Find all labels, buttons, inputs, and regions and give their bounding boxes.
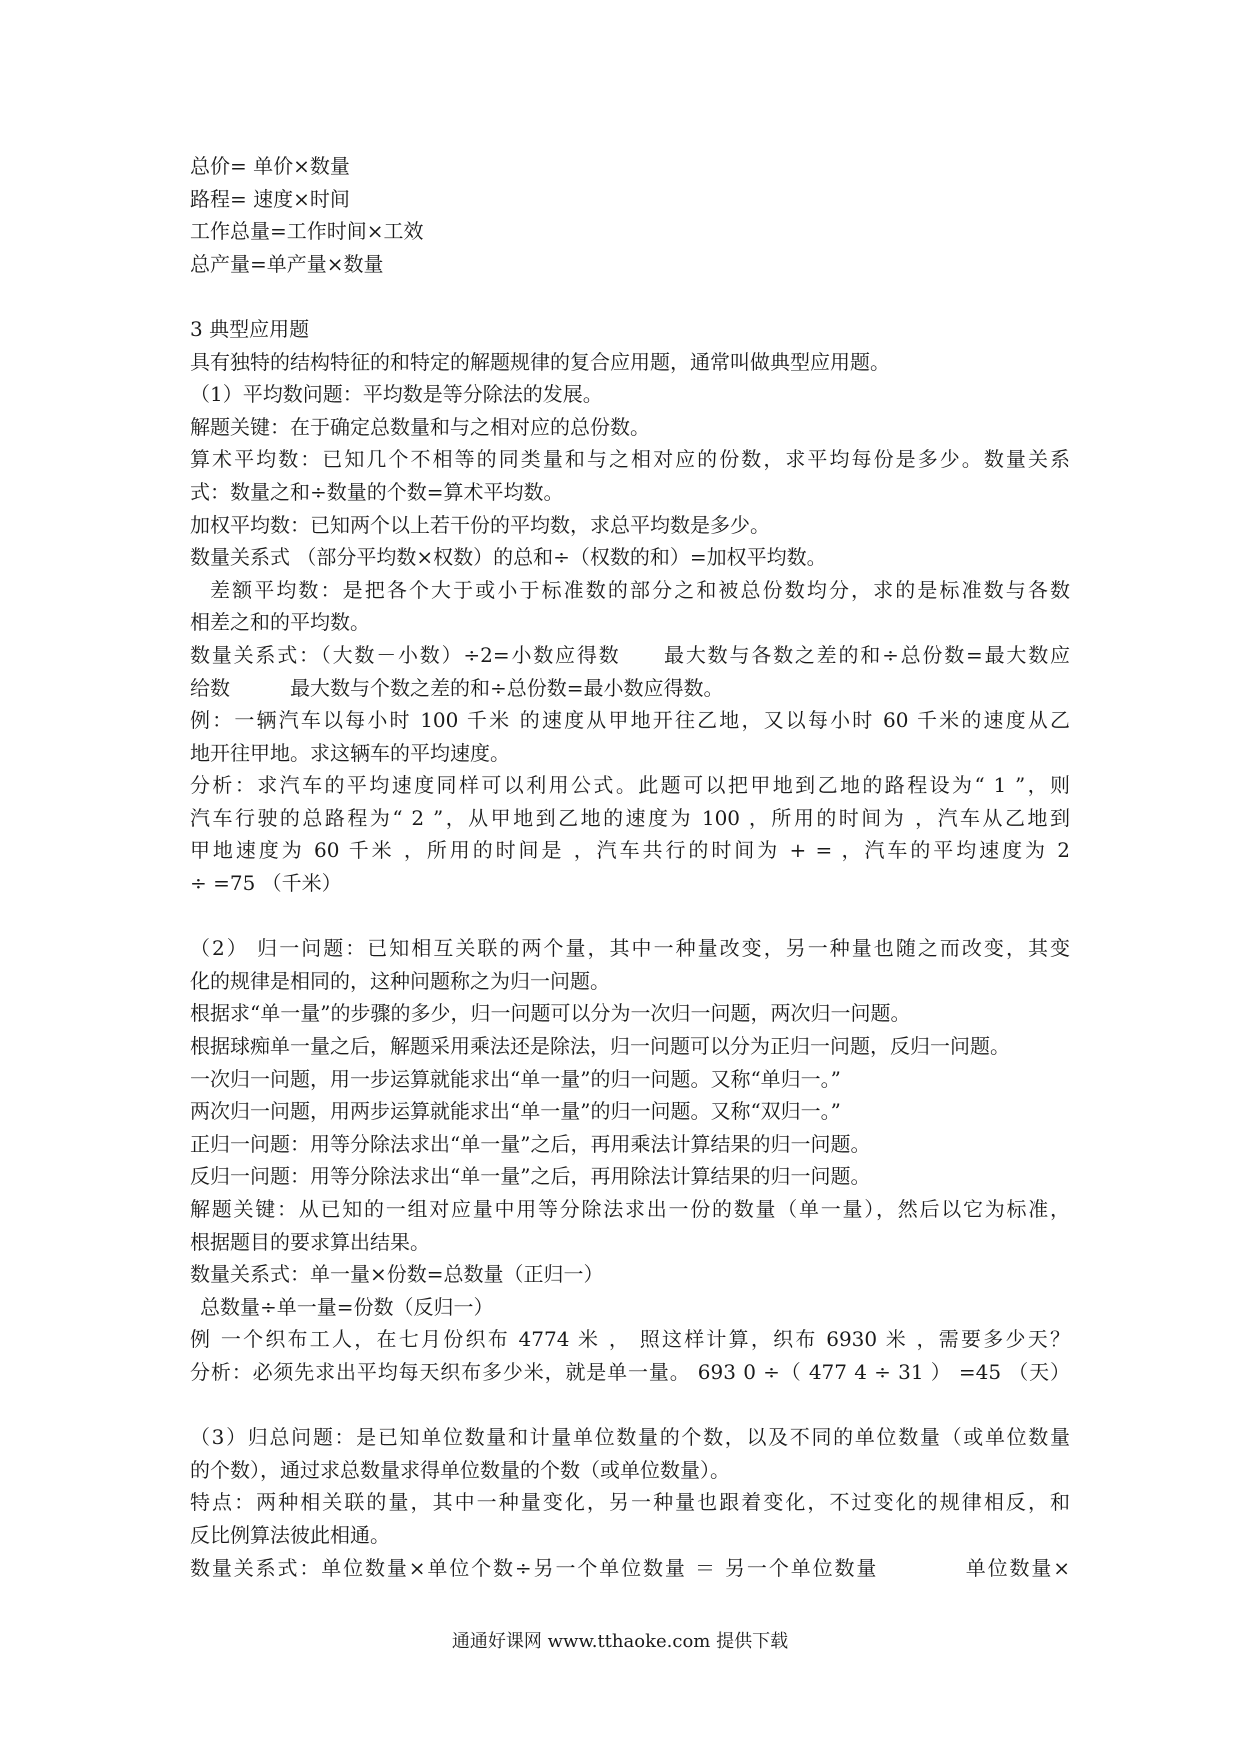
example-line: 例 一个织布工人，在七月份织布 4774 米 ， 照这样计算，织布 6930 米 ，需要多少天？ <box>190 1327 1070 1352</box>
paragraph-line: 算术平均数：已知几个不相等的同类量和与之相对应的份数，求平均每份是多少。数量关系 <box>190 447 1070 472</box>
formula-total-output: 总产量=单产量×数量 <box>190 251 384 276</box>
formula-total-price: 总价= 单价×数量 <box>190 154 350 178</box>
paragraph-line: 化的规律是相同的，这种问题称之为归一问题。 <box>190 968 610 993</box>
formula-total-work: 工作总量=工作时间×工效 <box>190 219 424 244</box>
paragraph-line: 根据题目的要求算出结果。 <box>190 1229 430 1254</box>
paragraph-line: 两次归一问题，用两步运算就能求出“单一量”的归一问题。又称“双归一。” <box>190 1099 841 1124</box>
page-footer: 通通好课网 www.tthaoke.com 提供下载 <box>451 1631 789 1652</box>
paragraph-line: 给数 最大数与个数之差的和÷总份数=最小数应得数。 <box>190 675 724 700</box>
paragraph-line: 数量关系式：单一量×份数=总数量（正归一） <box>190 1262 604 1287</box>
paragraph-line: 正归一问题：用等分除法求出“单一量”之后，再用乘法计算结果的归一问题。 <box>190 1131 871 1156</box>
analysis-line: ÷ =75 （千米） <box>190 871 342 896</box>
subsection-heading-total-problem: （3）归总问题：是已知单位数量和计量单位数量的个数，以及不同的单位数量（或单位数量 <box>190 1425 1070 1450</box>
subsection-heading-average: （1）平均数问题：平均数是等分除法的发展。 <box>190 382 603 407</box>
paragraph-line: 数量关系式：单位数量×单位个数÷另一个单位数量 ＝ 另一个单位数量 单位数量× <box>190 1555 1070 1580</box>
paragraph-line: 数量关系式：（大数－小数）÷2=小数应得数 最大数与各数之差的和÷总份数=最大数应 <box>190 642 1070 667</box>
example-line: 地开往甲地。求这辆车的平均速度。 <box>190 740 510 765</box>
paragraph-line: 式：数量之和÷数量的个数=算术平均数。 <box>190 479 564 504</box>
paragraph-line: 加权平均数：已知两个以上若干份的平均数，求总平均数是多少。 <box>190 512 770 537</box>
formula-distance: 路程= 速度×时间 <box>190 186 350 211</box>
paragraph-line: 解题关键：从已知的一组对应量中用等分除法求出一份的数量（单一量），然后以它为标准， <box>190 1197 1070 1221</box>
section-heading: 3 典型应用题 <box>190 316 310 341</box>
paragraph-line: 总数量÷单一量=份数（反归一） <box>200 1294 494 1319</box>
document-body <box>190 150 1070 1584</box>
paragraph-line: 的个数），通过求总数量求得单位数量的个数（或单位数量）。 <box>190 1457 730 1482</box>
paragraph-line: 数量关系式 （部分平均数×权数）的总和÷（权数的和）=加权平均数。 <box>190 545 827 570</box>
analysis-line: 汽车行驶的总路程为“ 2 ”，从甲地到乙地的速度为 100 ，所用的时间为 ，汽车从乙地到 <box>190 805 1070 830</box>
subsection-heading-unit-problem: （2） 归一问题：已知相互关联的两个量，其中一种量改变，另一种量也随之而改变，其变 <box>190 936 1070 961</box>
paragraph-line: 根据求“单一量”的步骤的多少，归一问题可以分为一次归一问题，两次归一问题。 <box>190 1001 911 1026</box>
paragraph-line: 具有独特的结构特征的和特定的解题规律的复合应用题，通常叫做典型应用题。 <box>190 349 890 374</box>
paragraph-line: 相差之和的平均数。 <box>190 610 370 635</box>
spacer <box>190 900 1070 933</box>
example-line: 例：一辆汽车以每小时 100 千米 的速度从甲地开往乙地，又以每小时 60 千米的速度从乙 <box>190 708 1070 733</box>
paragraph-line: 一次归一问题，用一步运算就能求出“单一量”的归一问题。又称“单归一。” <box>190 1066 841 1091</box>
paragraph-line: 反归一问题：用等分除法求出“单一量”之后，再用除法计算结果的归一问题。 <box>190 1164 871 1189</box>
analysis-line: 分析：求汽车的平均速度同样可以利用公式。此题可以把甲地到乙地的路程设为“ 1 ”，则 <box>190 773 1070 798</box>
paragraph-line: 解题关键：在于确定总数量和与之相对应的总份数。 <box>190 414 650 439</box>
analysis-line: 分析：必须先求出平均每天织布多少米，就是单一量。 693 0 ÷（ 477 4 ÷ 31 ） =45 （天） <box>190 1359 1070 1384</box>
paragraph-line: 根据球痴单一量之后，解题采用乘法还是除法，归一问题可以分为正归一问题，反归一问题。 <box>190 1034 1010 1059</box>
paragraph-line: 特点：两种相关联的量，其中一种量变化，另一种量也跟着变化，不过变化的规律相反，和 <box>190 1490 1070 1515</box>
spacer <box>190 1389 1070 1422</box>
paragraph-line: 差额平均数：是把各个大于或小于标准数的部分之和被总份数均分，求的是标准数与各数 <box>210 577 1070 602</box>
spacer <box>190 280 1070 313</box>
analysis-line: 甲地速度为 60 千米 ，所用的时间是 ，汽车共行的时间为 + = ，汽车的平均速度为 2 <box>190 838 1070 863</box>
paragraph-line: 反比例算法彼此相通。 <box>190 1522 390 1547</box>
